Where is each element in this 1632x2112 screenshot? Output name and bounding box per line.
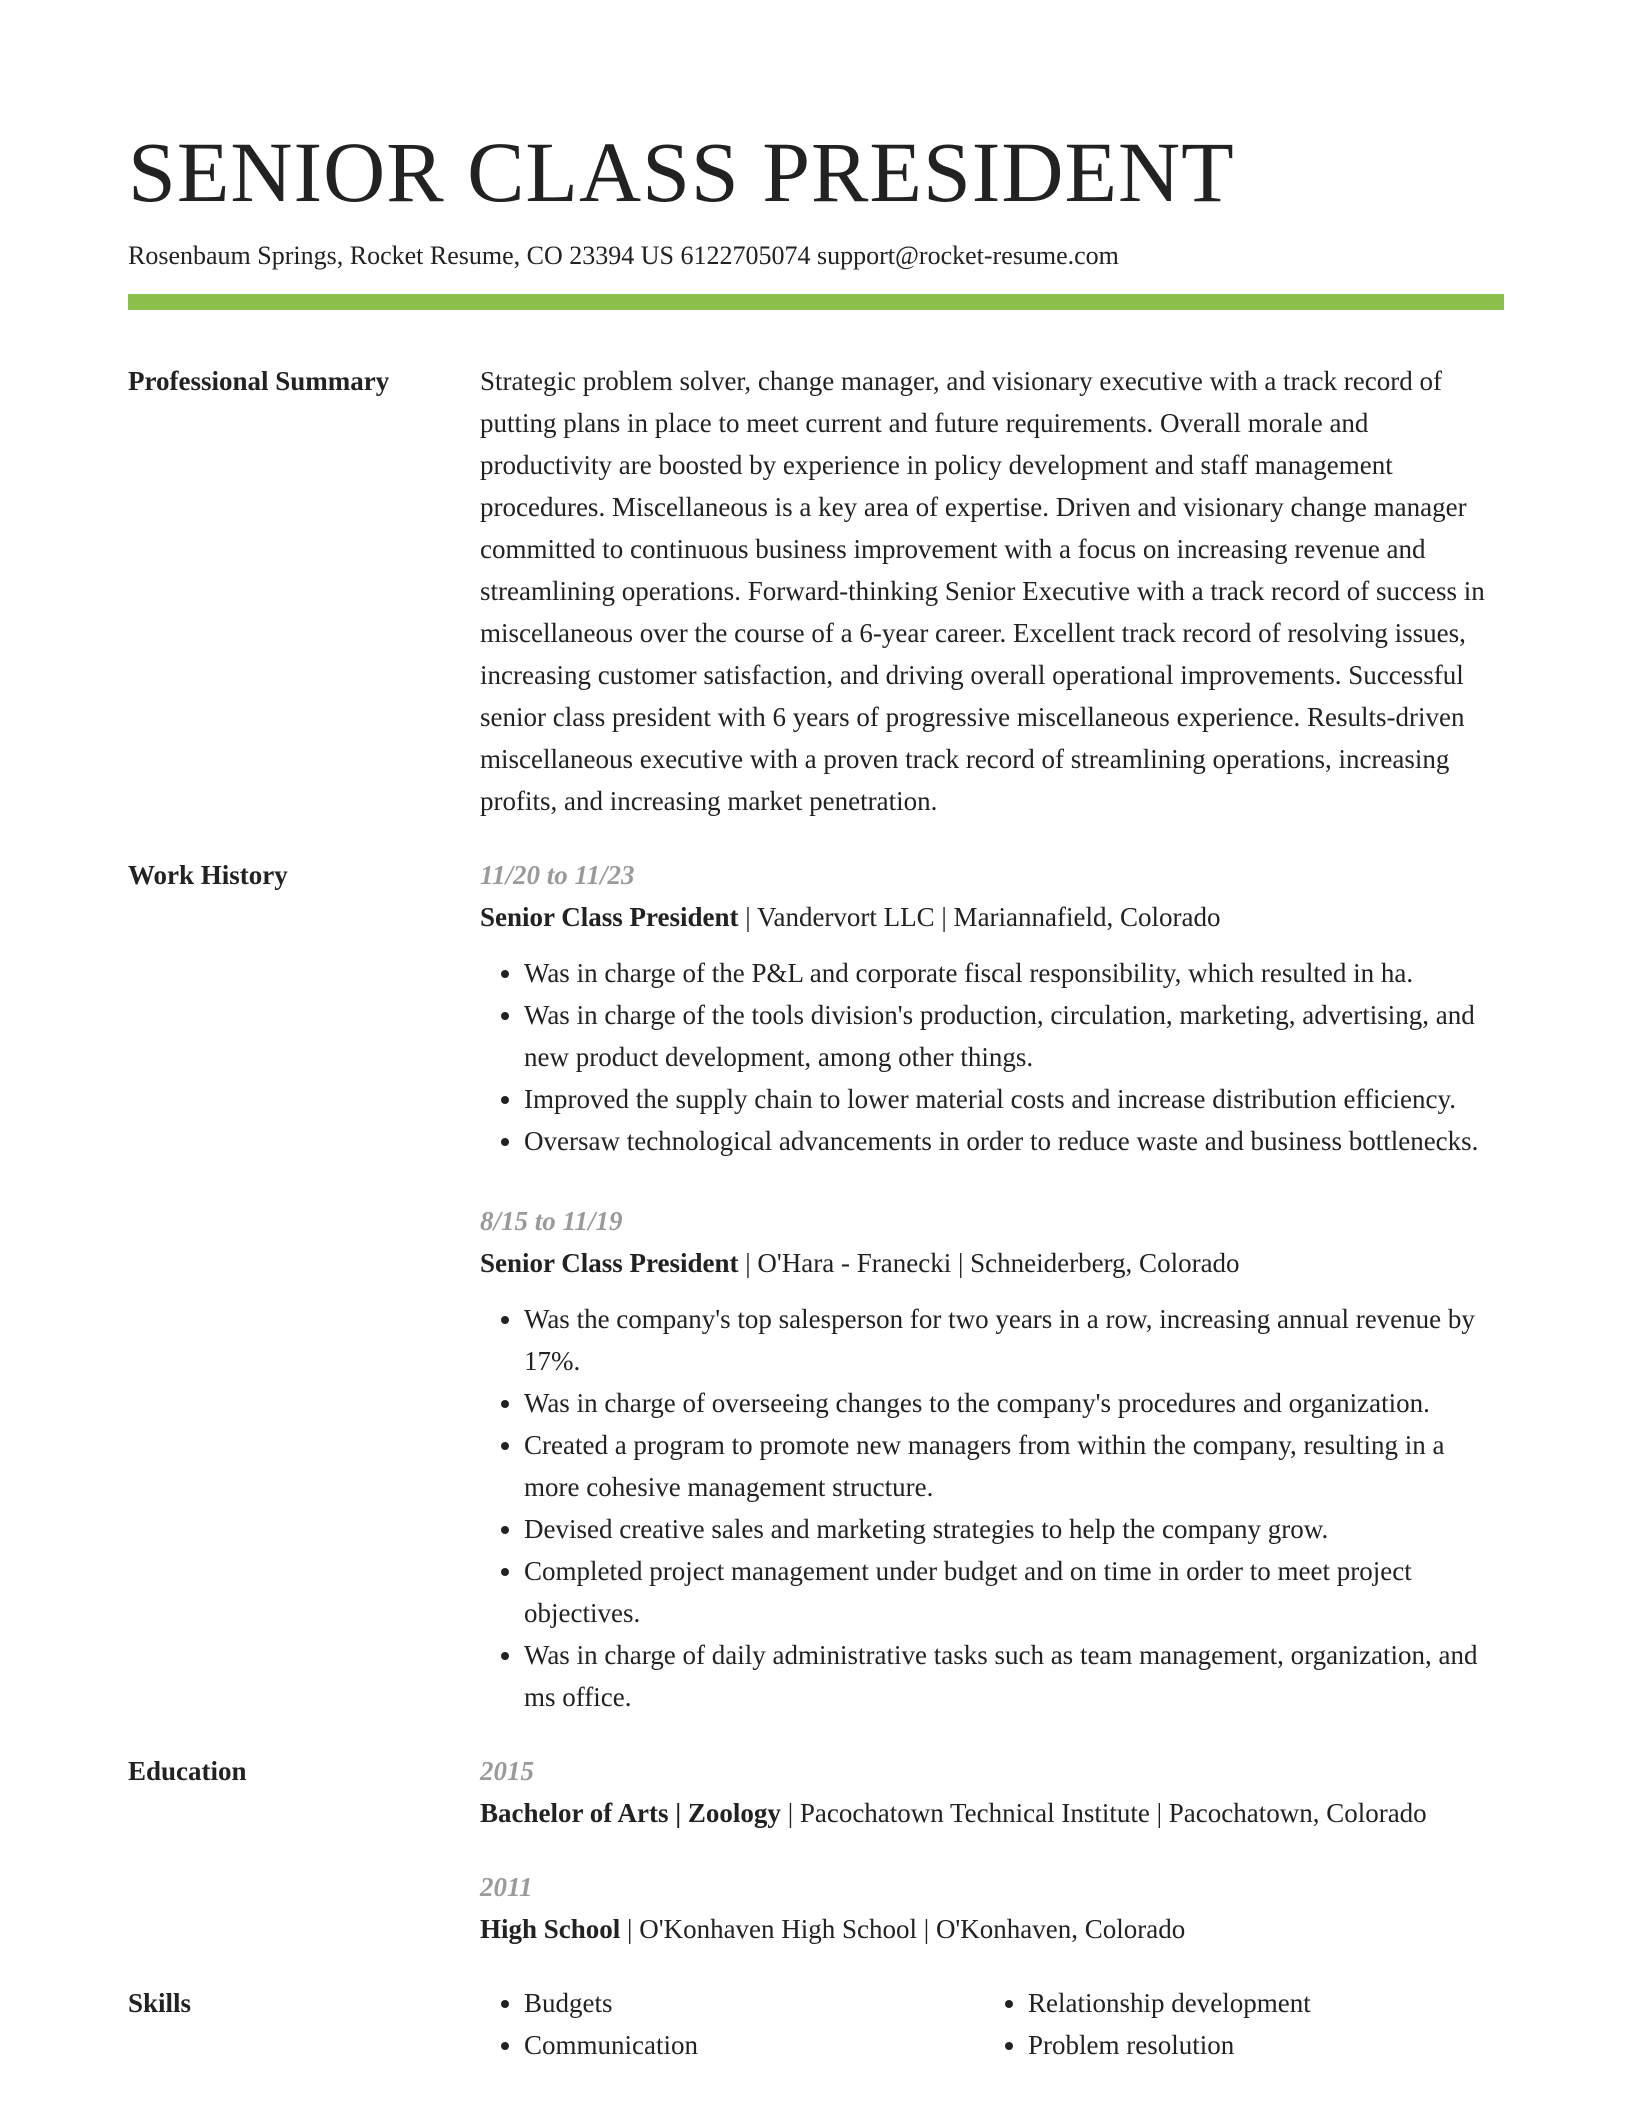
page-title: SENIOR CLASS PRESIDENT xyxy=(128,124,1235,220)
education-entry xyxy=(480,1866,1504,1950)
professional-summary-section xyxy=(128,360,1504,822)
education-degree: High School xyxy=(480,1914,621,1944)
education-entry xyxy=(480,1750,1504,1834)
skills-column-right xyxy=(984,1982,1488,2066)
job-title-line xyxy=(480,1242,1504,1284)
list-item: • Problem resolution xyxy=(1028,2024,1488,2066)
resume-page xyxy=(128,0,1504,2066)
list-item: • Was in charge of daily administrative tasks such as team management, organization, and ms office. xyxy=(524,1634,1504,1718)
skills-grid xyxy=(480,1982,1504,2066)
education-section xyxy=(128,1750,1504,1950)
summary-text: Strategic problem solver, change manager, and visionary executive with a track record of putting plans in place to meet current and future requirements. Overall morale and productivity are boosted by experience in policy development and staff management procedures. Miscellaneous is a key area of expertise. Driven and visionary change manager committed to continuous business improvement with a focus on increasing revenue and streamlining operations. Forward-thinking Senior Executive with a track record of success in miscellaneous over the course of a 6-year career. Excellent track record of resolving issues, increasing customer satisfaction, and driving overall operational improvements. Successful senior class president with 6 years of progressive miscellaneous experience. Results-driven miscellaneous executive with a proven track record of streamlining operations, increasing profits, and increasing market penetration. xyxy=(480,366,1485,816)
list-item: • Oversaw technological advancements in order to reduce waste and business bottlenecks. xyxy=(524,1120,1504,1162)
job-dates: 8/15 to 11/19 xyxy=(480,1206,623,1236)
education-line xyxy=(480,1908,1504,1950)
skills-column-left xyxy=(480,1982,984,2066)
education-degree: Bachelor of Arts | Zoology xyxy=(480,1798,781,1828)
education-year: 2015 xyxy=(480,1756,534,1786)
list-item: • Was in charge of overseeing changes to the company's procedures and organization. xyxy=(524,1382,1504,1424)
work-history-section xyxy=(128,854,1504,1718)
skills-section xyxy=(128,1982,1504,2066)
education-year: 2011 xyxy=(480,1872,533,1902)
job-title-line xyxy=(480,896,1504,938)
list-item: • Communication xyxy=(524,2024,984,2066)
list-item: • Was the company's top salesperson for two years in a row, increasing annual revenue by 17%. xyxy=(524,1298,1504,1382)
job-details: | O'Hara - Franecki | Schneiderberg, Colorado xyxy=(738,1248,1240,1278)
header-divider xyxy=(128,294,1504,310)
job-entry xyxy=(480,1200,1504,1718)
job-bullets xyxy=(480,952,1504,1162)
education-line xyxy=(480,1792,1504,1834)
education-details: | O'Konhaven High School | O'Konhaven, Colorado xyxy=(620,1914,1186,1944)
list-item: • Completed project management under budget and on time in order to meet project objectives. xyxy=(524,1550,1504,1634)
list-item: • Created a program to promote new managers from within the company, resulting in a more cohesive management structure. xyxy=(524,1424,1504,1508)
job-bullets xyxy=(480,1298,1504,1718)
contact-line: Rosenbaum Springs, Rocket Resume, CO 23394 US 6122705074 support@rocket-resume.com xyxy=(128,241,1119,270)
job-dates: 11/20 to 11/23 xyxy=(480,860,635,890)
section-title-work: Work History xyxy=(128,860,288,890)
list-item: • Was in charge of the tools division's production, circulation, marketing, advertising, and new product development, among other things. xyxy=(524,994,1504,1078)
job-role: Senior Class President xyxy=(480,902,739,932)
list-item: • Improved the supply chain to lower material costs and increase distribution efficiency. xyxy=(524,1078,1504,1120)
list-item: • Was in charge of the P&L and corporate fiscal responsibility, which resulted in ha. xyxy=(524,952,1504,994)
job-role: Senior Class President xyxy=(480,1248,739,1278)
education-details: | Pacochatown Technical Institute | Pacochatown, Colorado xyxy=(780,1798,1427,1828)
section-title-skills: Skills xyxy=(128,1988,192,2018)
list-item: • Budgets xyxy=(524,1982,984,2024)
section-title-summary: Professional Summary xyxy=(128,366,390,396)
section-title-education: Education xyxy=(128,1756,247,1786)
list-item: • Relationship development xyxy=(1028,1982,1488,2024)
list-item: • Devised creative sales and marketing strategies to help the company grow. xyxy=(524,1508,1504,1550)
job-entry xyxy=(480,854,1504,1162)
job-details: | Vandervort LLC | Mariannafield, Colorado xyxy=(738,902,1221,932)
